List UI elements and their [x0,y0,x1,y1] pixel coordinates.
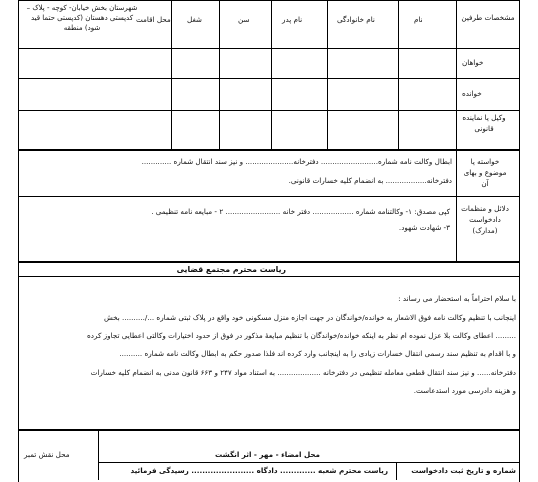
body-line-3: و با اقدام به تنظیم سند رسمی انتقال خسارات زیادی را به اینجانب وارد کرده اند فلذا صدور حکم به ابطال وکالت نامه شماره .......... [119,349,516,358]
row-label-defendant: خوانده [462,89,482,98]
evidence-line-2: ۳- شهادت شهود. [398,223,450,232]
body-line-1: اینجانب با تنظیم وکالت نامه فوق الاشعار به خوانده/خواندگان در جهت اجازه منزل مسکونی خود واقع در پلاک ثبتی شماره .../.......... بخش [103,313,516,322]
evidence-line-1: کپی مصدق: ۱- وکالتنامه شماره .................. دفتر خانه ........................ ۲ - مبایعه نامه تنظیمی . [151,207,450,216]
evidence-label: دلائل و منظمات دادخواست (مدارک) [461,204,509,235]
header-job: شغل [187,15,202,24]
petition-form [18,0,520,480]
body-greeting: با سلام احتراماً به استحضار می رساند : [398,294,516,303]
body-line-4: دفترخانه...... و نیز سند انتقال قطعی معامله تنظیمی در دفترخانه ................... به استناد مواد ۲۴۷ و ۶۶۳ قانون مدنی به انضمام کلیه خسارات [90,368,516,377]
stamp-label: محل نقش تمبر [24,450,70,459]
row-label-attorney: وکیل یا نماینده قانونی [462,113,506,133]
registration-label: شماره و تاریخ ثبت دادخواست [411,466,516,475]
body-title: ریاست محترم مجتمع قضایی [176,265,286,274]
header-age: سن [238,15,250,24]
header-name: نام [414,15,423,24]
referral-label: ریاست محترم شعبه ............. دادگاه ....................... رسیدگی فرمائید [130,466,388,475]
row-label-plaintiff: خواهان [462,58,484,67]
petition-body [18,262,520,430]
body-line-5: و هزینه دادرسی مورد استدعاست. [413,386,516,395]
subject-line-1: ابطال وکالت نامه شماره......................... دفترخانه..................... و نیز سند انتقال شماره ............. [141,157,452,166]
body-line-2: ......... اعطای وکالت بلا عزل نموده ام نظر به اینکه خوانده/خواندگان با تنظیم مبایعۀ مذکور در فوق از حدود اختیارات وکالتی اعطایی تجاوز کرده [87,331,516,340]
header-father: نام پدر [282,15,303,24]
subject-label: خواسته یا موضوع و بهای آن [463,157,507,188]
signature-label: محل امضاء - مهر - اثر انگشت [215,450,320,459]
header-address: محل اقامت [136,15,171,24]
subject-line-2: دفترخانه.................. به انضمام کلیه خسارات قانونی. [288,176,452,185]
header-parties: مشخصات طرفین [461,13,515,22]
header-family: نام خانوادگی [337,15,375,24]
header-address-detail: شهرستان بخش خیابان- کوچه - پلاک – کدپستی دهستان (کدپستی حتما قید شود) منطقه [26,4,138,32]
